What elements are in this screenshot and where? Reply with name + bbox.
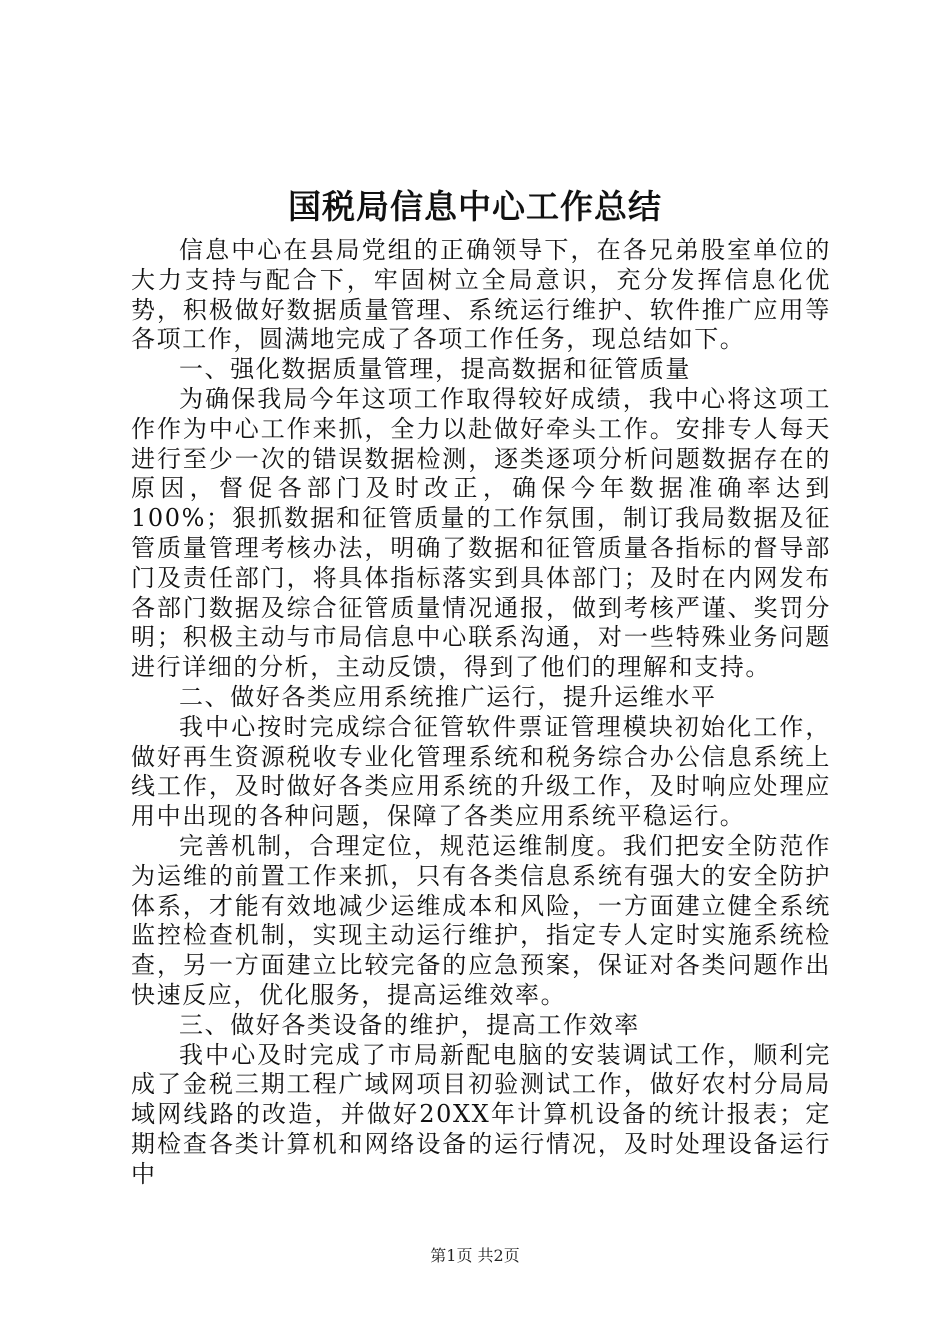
- intro-paragraph: 信息中心在县局党组的正确领导下，在各兄弟股室单位的大力支持与配合下，牢固树立全局意识，充分发挥信息化优势，积极做好数据质量管理、系统运行维护、软件推广应用等各项工作，圆满地完成了各项工作任务，现总结如下。: [131, 236, 831, 354]
- section-2-paragraph-1: 我中心按时完成综合征管软件票证管理模块初始化工作，做好再生资源税收专业化管理系统和税务综合办公信息系统上线工作，及时做好各类应用系统的升级工作，及时响应处理应用中出现的各种问题，保障了各类应用系统平稳运行。: [131, 712, 831, 831]
- section-1-paragraph: 为确保我局今年这项工作取得较好成绩，我中心将这项工作作为中心工作来抓，全力以赴做好牵头工作。安排专人每天进行至少一次的错误数据检测，逐类逐项分析问题数据存在的原因，督促各部门及时改正，确保今年数据准确率达到100%；狠抓数据和征管质量的工作氛围，制订我局数据及征管质量管理考核办法，明确了数据和征管质量各指标的督导部门及责任部门，将具体指标落实到具体部门；及时在内网发布各部门数据及综合征管质量情况通报，做到考核严谨、奖罚分明；积极主动与市局信息中心联系沟通，对一些特殊业务问题进行详细的分析，主动反馈，得到了他们的理解和支持。: [131, 384, 831, 682]
- page-footer: 第1页 共2页: [430, 1246, 520, 1265]
- document-title: 国税局信息中心工作总结: [288, 187, 662, 226]
- section-2-paragraph-2: 完善机制，合理定位，规范运维制度。我们把安全防范作为运维的前置工作来抓，只有各类信息系统有强大的安全防护体系，才能有效地减少运维成本和风险，一方面建立健全系统监控检查机制，实现主动运行维护，指定专人定时实施系统检查，另一方面建立比较完备的应急预案，保证对各类问题作出快速反应，优化服务，提高运维效率。: [131, 831, 831, 1009]
- section-heading-1: 一、强化数据质量管理，提高数据和征管质量: [179, 355, 691, 384]
- section-3-paragraph: 我中心及时完成了市局新配电脑的安装调试工作，顺利完成了金税三期工程广域网项目初验测试工作，做好农村分局局域网线路的改造，并做好20XX年计算机设备的统计报表；定期检查各类计算机和网络设备的运行情况，及时处理设备运行中: [131, 1040, 831, 1188]
- section-heading-3: 三、做好各类设备的维护，提高工作效率: [179, 1010, 640, 1039]
- section-heading-2: 二、做好各类应用系统推广运行，提升运维水平: [179, 682, 717, 711]
- document-body: [131, 236, 831, 1190]
